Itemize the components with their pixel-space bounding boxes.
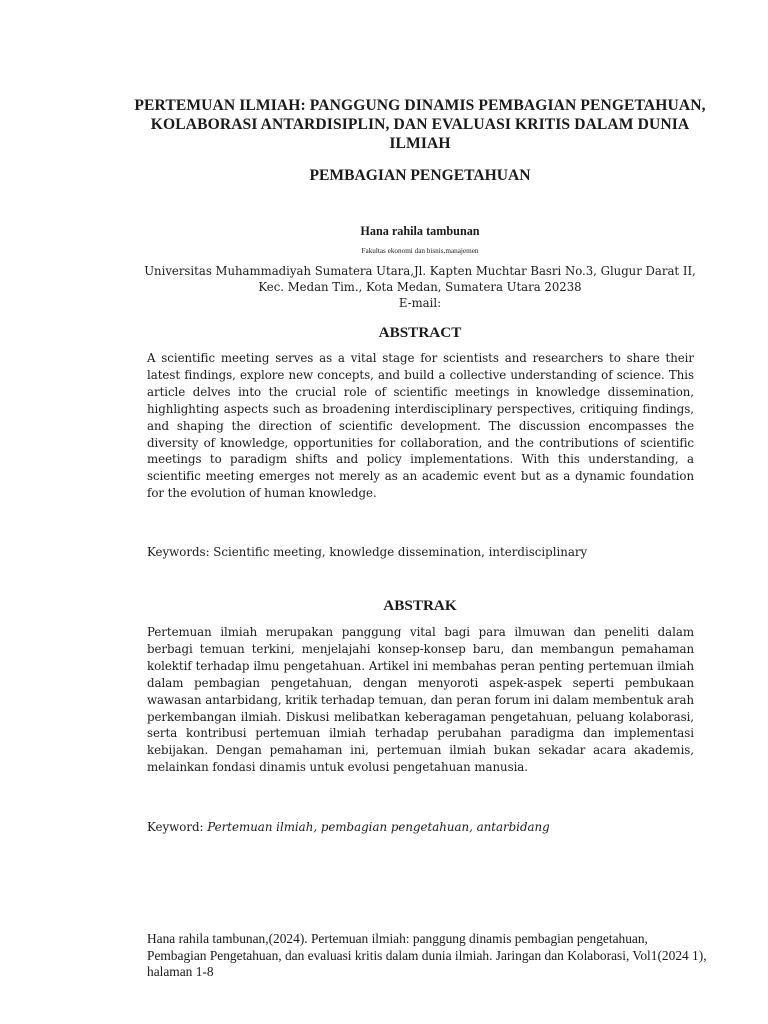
keywords-label: Keyword: (147, 820, 204, 834)
paper-title: PERTEMUAN ILMIAH: PANGGUNG DINAMIS PEMBAGIAN PENGETAHUAN, KOLABORASI ANTARDISIPLIN, DAN EVALUASI KRITIS DALAM DUNIA ILMIAH (134, 97, 706, 152)
abstrak-body: Pertemuan ilmiah merupakan panggung vital bagi para ilmuwan dan peneliti dalam berbagi temuan terkini, menjelajahi konsep-konsep baru, dan membangun pemahaman kolektif terhadap ilmu pengetahuan. Artikel ini membahas peran penting pertemuan ilmiah dalam pembagian pengetahuan, dengan menyoroti aspek-aspek seperti pembukaan wawasan antarbidang, kritik terhadap temuan, dan peran forum ini dalam membentuk arah perkembangan ilmiah. Diskusi melibatkan keberagaman pengetahuan, peluang kolaborasi, serta kontribusi pertemuan ilmiah terhadap perubahan paradigma dan implementasi kebijakan. Dengan pemahaman ini, pertemuan ilmiah bukan sekadar acara akademis, melainkan fondasi dinamis untuk evolusi pengetahuan manusia. (147, 625, 694, 775)
affiliation-address: Universitas Muhammadiyah Sumatera Utara,Jl. Kapten Muchtar Basri No.3, Glugur Darat II, Kec. Medan Tim., Kota Medan, Sumatera Utara 20238 (144, 264, 696, 294)
paper-subtitle: PEMBAGIAN PENGETAHUAN (309, 167, 531, 184)
email-label: E-mail: (398, 296, 442, 310)
author-faculty: Fakultas ekonomi dan bisnis,manajemen (361, 247, 479, 255)
author-name: Hana rahila tambunan (360, 224, 480, 238)
keywords-value: Pertemuan ilmiah, pembagian pengetahuan, antarbidang (207, 820, 550, 834)
abstract-heading: ABSTRACT (378, 324, 462, 341)
abstract-body: A scientific meeting serves as a vital stage for scientists and researchers to share their latest findings, explore new concepts, and build a collective understanding of science. This article delves into the crucial role of scientific meetings in knowledge dissemination, highlighting aspects such as broadening interdisciplinary perspectives, critiquing findings, and shaping the direction of scientific development. The discussion encompasses the diversity of knowledge, opportunities for collaboration, and the contributions of scientific meetings to paradigm shifts and policy implementations. With this understanding, a scientific meeting emerges not merely as an academic event but as a dynamic foundation for the evolution of human knowledge. (147, 351, 694, 501)
abstrak-heading: ABSTRAK (383, 597, 457, 614)
abstract-keywords: Keywords: Scientific meeting, knowledge dissemination, interdisciplinary (147, 545, 588, 559)
citation-footer: Hana rahila tambunan,(2024). Pertemuan ilmiah: panggung dinamis pembagian pengetahuan, Pembagian Pengetahuan, dan evaluasi kritis dalam dunia ilmiah. Jaringan dan Kolaborasi, Vol1(2024 1), halaman 1-8 (147, 931, 707, 980)
abstrak-keywords (147, 820, 694, 834)
author-affiliation (130, 263, 710, 311)
